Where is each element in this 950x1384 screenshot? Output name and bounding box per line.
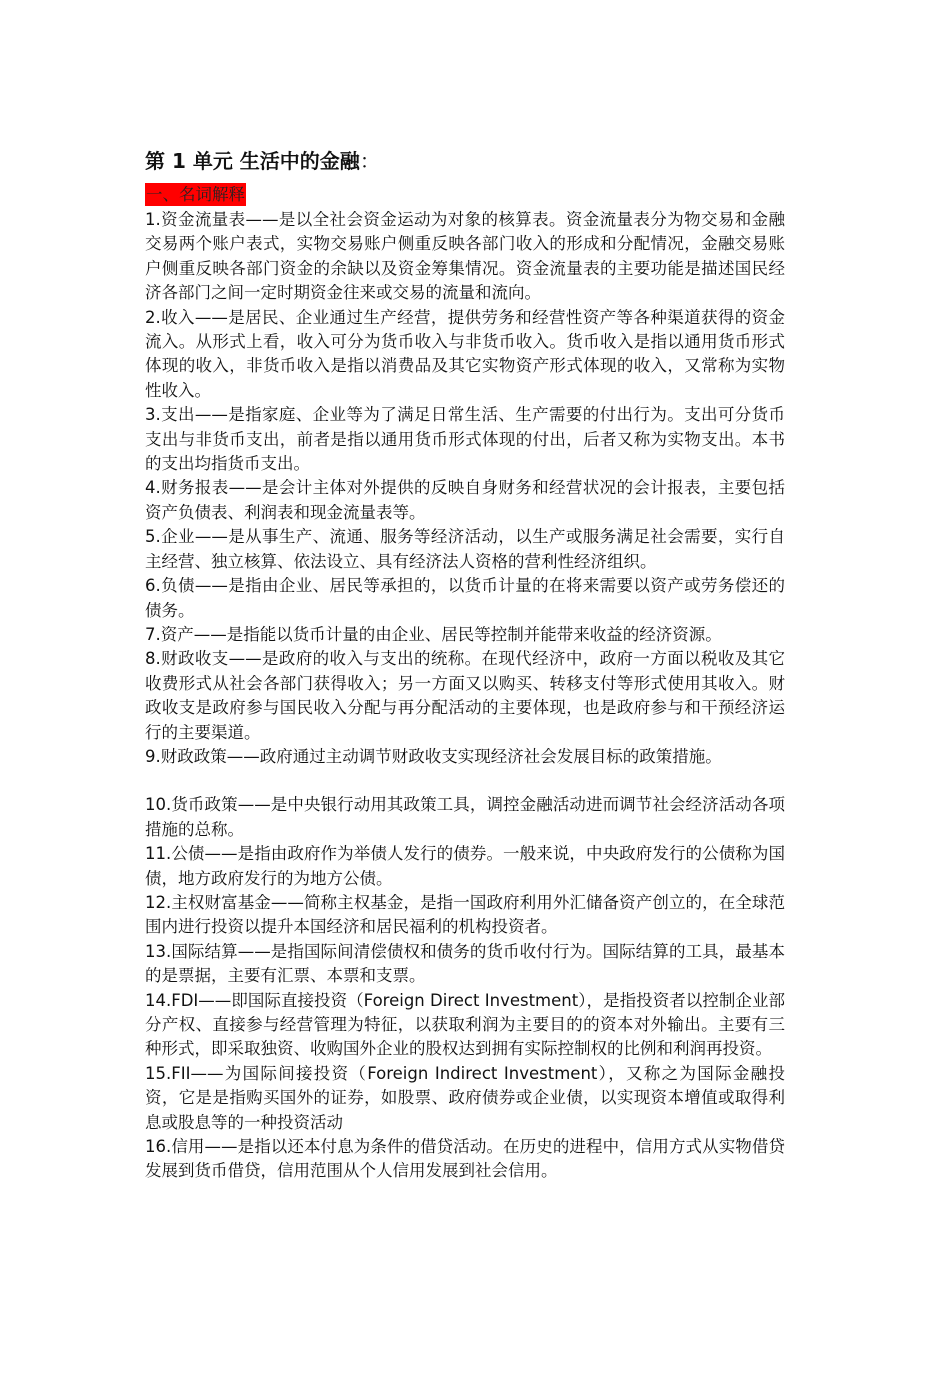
definition-entry: 5.企业——是从事生产、流通、服务等经济活动，以生产或服务满足社会需要，实行自主经营、独立核算、依法设立、具有经济法人资格的营利性经济组织。: [145, 527, 785, 571]
definition-entry: 9.财政政策——政府通过主动调节财政收支实现经济社会发展目标的政策措施。: [145, 746, 722, 766]
definition-entry: 12.主权财富基金——简称主权基金，是指一国政府利用外汇储备资产创立的，在全球范围内进行投资以提升本国经济和居民福利的机构投资者。: [145, 892, 785, 937]
definition-entry: 14.FDI——即国际直接投资（Foreign Direct Investment），是指投资者以控制企业部分产权、直接参与经营管理为特征，以获取利润为主要目的的资本对外输出。主要有三种形式，即采取独资、收购国外企业的股权达到拥有实际控制权的比例和利润再投资。: [145, 990, 785, 1059]
page-title: [145, 148, 380, 174]
definition-entry: 3.支出——是指家庭、企业等为了满足日常生活、生产需要的付出行为。支出可分货币支出与非货币支出，前者是指以通用货币形式体现的付出，后者又称为实物支出。本书的支出均指货币支出。: [145, 405, 785, 474]
definition-entry: 2.收入——是居民、企业通过生产经营，提供劳务和经营性资产等各种渠道获得的资金流入。从形式上看，收入可分为货币收入与非货币收入。货币收入是指以通用货币形式体现的收入，非货币收入是指以消费品及其它实物资产形式体现的收入，又常称为实物性收入。: [145, 307, 785, 400]
definition-entry: 8.财政收支——是政府的收入与支出的统称。在现代经济中，政府一方面以税收及其它收费形式从社会各部门获得收入；另一方面又以购买、转移支付等形式使用其收入。财政收支是政府参与国民收入分配与再分配活动的主要体现，也是政府参与和干预经济运行的主要渠道。: [145, 649, 785, 742]
definition-entry: 15.FII——为国际间接投资（Foreign Indirect Investment），又称之为国际金融投资，它是是指购买国外的证券，如股票、政府债券或企业债，以实现资本增值或取得利息或股息等的一种投资活动: [145, 1063, 785, 1132]
definition-list: [145, 208, 785, 1184]
definition-entry: 10.货币政策——是中央银行动用其政策工具，调控金融活动进而调节社会经济活动各项措施的总称。: [145, 795, 785, 839]
blank-line: [145, 769, 785, 793]
section-heading-highlighted: 一、名词解释: [146, 185, 245, 204]
definition-entry: 13.国际结算——是指国际间清偿债权和债务的货币收付行为。国际结算的工具，最基本的是票据，主要有汇票、本票和支票。: [145, 941, 785, 986]
definition-entry: 16.信用——是指以还本付息为条件的借贷活动。在历史的进程中，信用方式从实物借贷发展到货币借贷，信用范围从个人信用发展到社会信用。: [145, 1137, 785, 1181]
definition-entry: 4.财务报表——是会计主体对外提供的反映自身财务和经营状况的会计报表，主要包括资产负债表、利润表和现金流量表等。: [145, 478, 785, 522]
page-title-colon: ：: [359, 149, 380, 173]
definition-entry: 6.负债——是指由企业、居民等承担的，以货币计量的在将来需要以资产或劳务偿还的债务。: [145, 576, 785, 620]
page-title-text: 第 1 单元 生活中的金融: [145, 149, 360, 173]
definition-entry: 11.公债——是指由政府作为举债人发行的债券。一般来说，中央政府发行的公债称为国债，地方政府发行的为地方公债。: [145, 844, 785, 888]
definition-entry: 1.资金流量表——是以全社会资金运动为对象的核算表。资金流量表分为物交易和金融交易两个账户表式，实物交易账户侧重反映各部门收入的形成和分配情况，金融交易账户侧重反映各部门资金的余缺以及资金筹集情况。资金流量表的主要功能是描述国民经济各部门之间一定时期资金往来或交易的流量和流向。: [145, 210, 785, 303]
definition-entry: 7.资产——是指能以货币计量的由企业、居民等控制并能带来收益的经济资源。: [145, 624, 722, 644]
